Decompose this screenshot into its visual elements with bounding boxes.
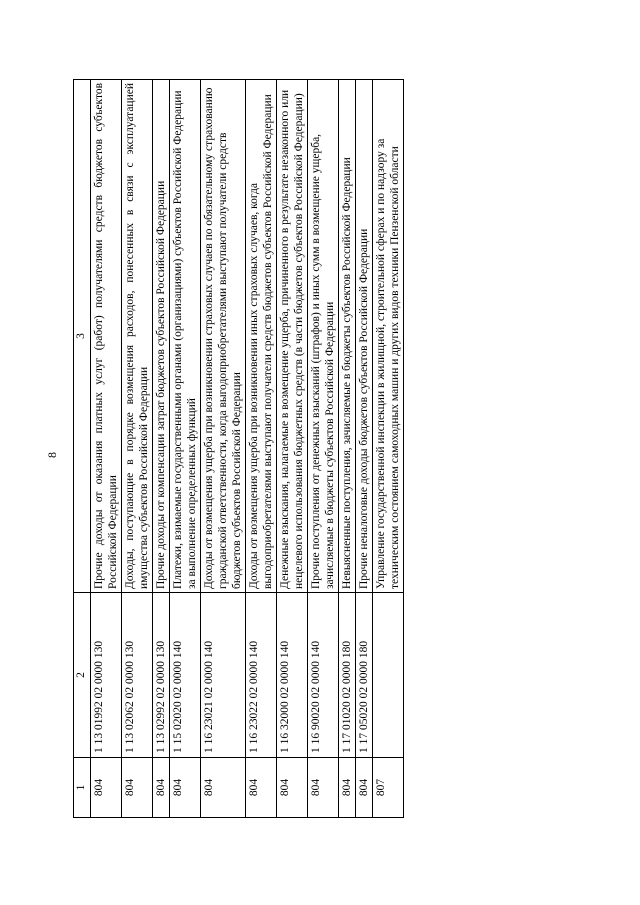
table-row bbox=[122, 80, 153, 818]
budget-classification-code: 1 16 32000 02 0000 140 bbox=[277, 593, 308, 758]
admin-code: 807 bbox=[373, 758, 404, 818]
column-header-3: 3 bbox=[74, 80, 91, 593]
admin-code: 804 bbox=[356, 758, 373, 818]
revenue-name: Прочие поступления от денежных взысканий (штрафов) и иных сумм в возмещение ущерба, зачисляемые в бюджеты субъектов Российской Федерации bbox=[308, 80, 339, 593]
page-number: 8 bbox=[45, 452, 59, 458]
budget-classification-code bbox=[373, 593, 404, 758]
revenue-name: Невыясненные поступления, зачисляемые в бюджеты субъектов Российской Федерации bbox=[339, 80, 356, 593]
revenue-name: Доходы от возмещения ущерба при возникновении страховых случаев по обязательному страхованию гражданской ответственности, когда выгодоприобретателями выступают получатели средств бюджетов субъектов Российской Федерации bbox=[201, 80, 246, 593]
admin-code: 804 bbox=[277, 758, 308, 818]
revenue-name: Прочие неналоговые доходы бюджетов субъектов Российской Федерации bbox=[356, 80, 373, 593]
revenue-name: Доходы, поступающие в порядке возмещения расходов, понесенных в связи с эксплуатацией имущества субъектов Российской Федерации bbox=[122, 80, 153, 593]
table-row bbox=[201, 80, 246, 818]
table-row bbox=[153, 80, 170, 818]
table-row bbox=[373, 80, 404, 818]
admin-code: 804 bbox=[170, 758, 201, 818]
revenue-codes-table bbox=[73, 79, 404, 818]
table-row bbox=[356, 80, 373, 818]
budget-classification-code: 1 13 02992 02 0000 130 bbox=[153, 593, 170, 758]
budget-classification-code: 1 13 01992 02 0000 130 bbox=[91, 593, 122, 758]
budget-classification-code: 1 16 23022 02 0000 140 bbox=[246, 593, 277, 758]
column-header-1: 1 bbox=[74, 758, 91, 818]
budget-classification-code: 1 17 01020 02 0000 180 bbox=[339, 593, 356, 758]
revenue-name: Платежи, взимаемые государственными органами (организациями) субъектов Российской Федерации за выполнение определенных функций bbox=[170, 80, 201, 593]
revenue-name: Доходы от возмещения ущерба при возникновении иных страховых случаев, когда выгодоприобретателями выступают получатели средств бюджетов субъектов Российской Федерации bbox=[246, 80, 277, 593]
admin-code: 804 bbox=[122, 758, 153, 818]
admin-code: 804 bbox=[246, 758, 277, 818]
admin-code: 804 bbox=[201, 758, 246, 818]
header-row bbox=[74, 80, 91, 818]
table-row bbox=[91, 80, 122, 818]
column-header-2: 2 bbox=[74, 593, 91, 758]
admin-code: 804 bbox=[91, 758, 122, 818]
budget-classification-code: 1 13 02062 02 0000 130 bbox=[122, 593, 153, 758]
admin-code: 804 bbox=[153, 758, 170, 818]
table-row bbox=[246, 80, 277, 818]
admin-code: 804 bbox=[308, 758, 339, 818]
table-row bbox=[170, 80, 201, 818]
table-row bbox=[277, 80, 308, 818]
budget-classification-code: 1 16 23021 02 0000 140 bbox=[201, 593, 246, 758]
table-row bbox=[339, 80, 356, 818]
table-row bbox=[308, 80, 339, 818]
revenue-name: Денежные взыскания, налагаемые в возмещение ущерба, причиненного в результате незаконного или нецелевого использования бюджетных средств (в части бюджетов субъектов Российской Федерации) bbox=[277, 80, 308, 593]
rotated-page-content bbox=[73, 80, 404, 818]
budget-classification-code: 1 16 90020 02 0000 140 bbox=[308, 593, 339, 758]
budget-classification-code: 1 17 05020 02 0000 180 bbox=[356, 593, 373, 758]
revenue-name: Прочие доходы от оказания платных услуг (работ) получателями средств бюджетов субъектов Российской Федерации bbox=[91, 80, 122, 593]
revenue-name: Прочие доходы от компенсации затрат бюджетов субъектов Российской Федерации bbox=[153, 80, 170, 593]
revenue-name: Управление государственной инспекции в жилищной, строительной сферах и по надзору за техническим состоянием самоходных машин и других видов техники Пензенской области bbox=[373, 80, 404, 593]
budget-classification-code: 1 15 02020 02 0000 140 bbox=[170, 593, 201, 758]
admin-code: 804 bbox=[339, 758, 356, 818]
